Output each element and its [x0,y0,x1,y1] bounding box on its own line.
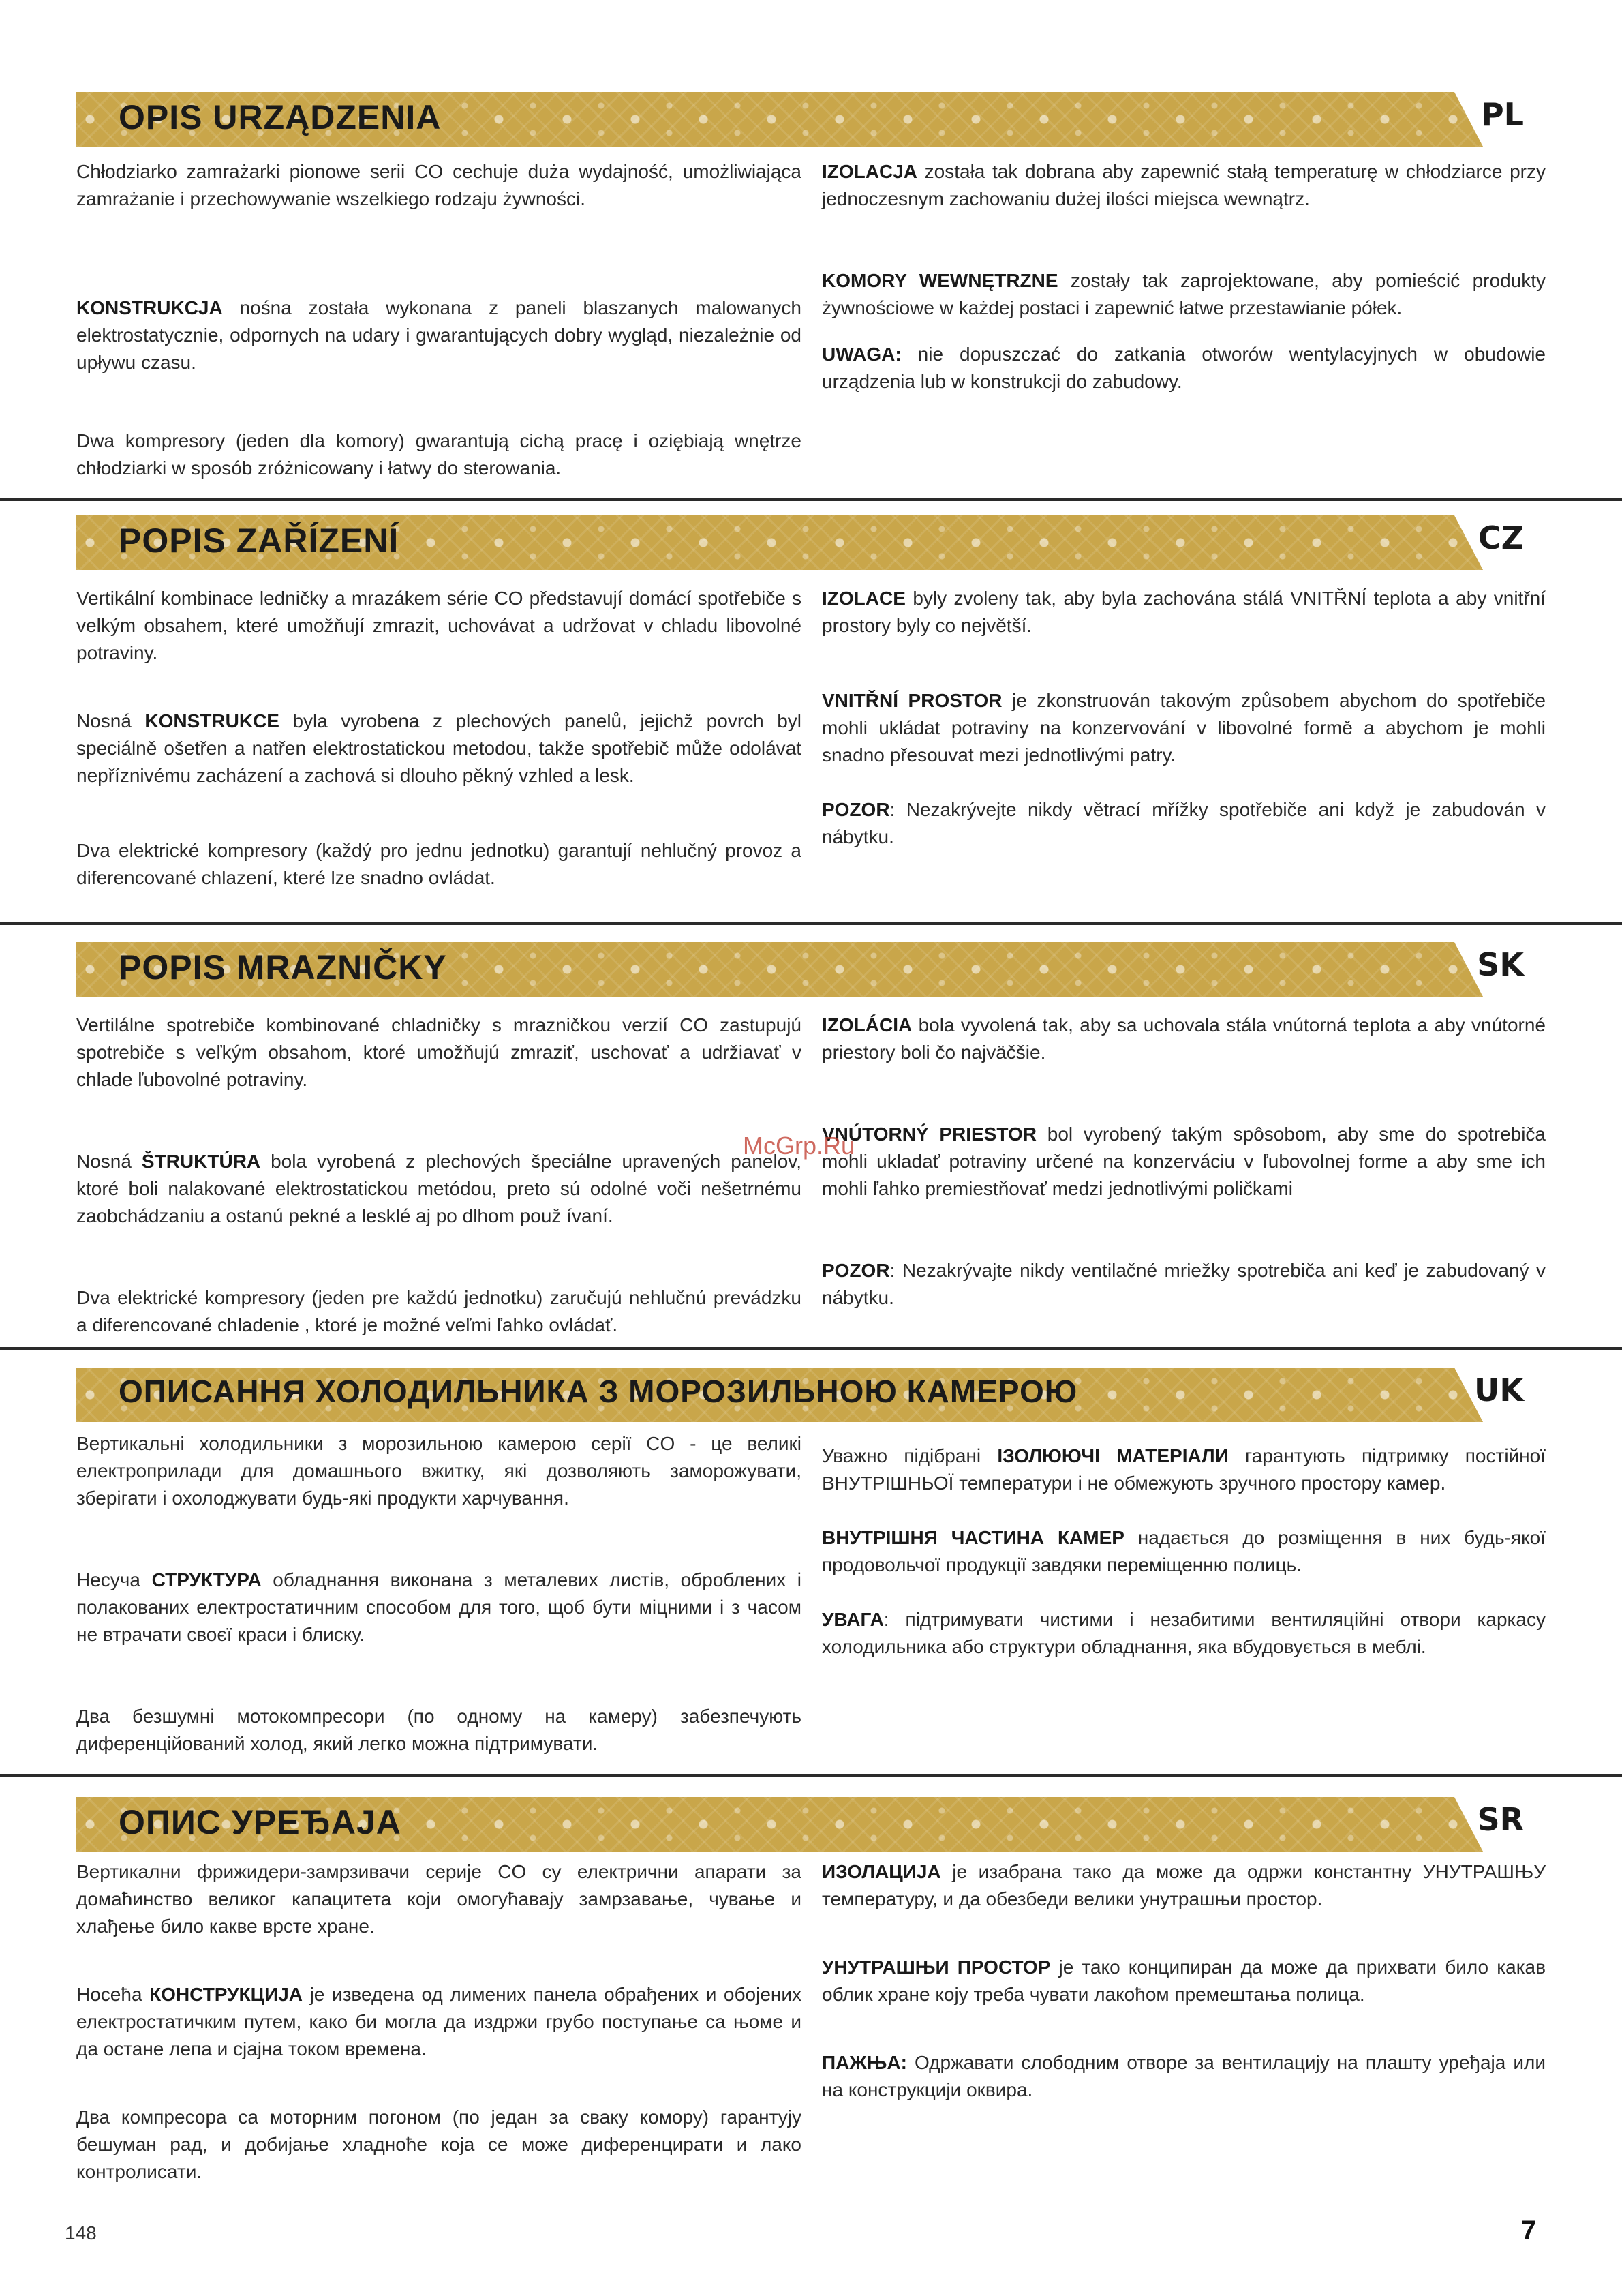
section-title: POPIS ZAŘÍZENÍ [119,522,399,560]
paragraph: УНУТРАШЊИ ПРОСТОР је тако конципиран да може да прихвати било какав облик хране коју треба чувати лакоћом премештања полица. [822,1957,1546,2005]
left-column [76,1858,801,2213]
paragraph: VNITŘNÍ PROSTOR je zkonstruován takovým způsobem abychom do spotřebiče mohli ukládat potraviny na konzervování v libovolné formě a abychom je mohli snadno přesouvat mezi jednotlivými patry. [822,690,1546,766]
keyword: POZOR [822,799,890,820]
keyword: IZOLACE [822,588,906,609]
paragraph: Dwa kompresory (jeden dla komory) gwarantują cichą pracę i oziębiają wnętrze chłodziarki w sposób zróżnicowany i łatwy do sterowania. [76,430,801,479]
language-code: CZ [1478,519,1524,556]
keyword: УНУТРАШЊИ ПРОСТОР [822,1957,1051,1978]
right-column [822,585,1546,878]
paragraph: KONSTRUKCJA nośna została wykonana z paneli blaszanych malowanych elektrostatycznie, odpornych na udary i gwarantujących dobry wygląd, niezależnie od upływu czasu. [76,297,801,373]
section-banner [76,942,1544,997]
keyword: УВАГА [822,1609,884,1630]
paragraph: Носећа КОНСТРУКЦИЈА је изведена од лимених панела обрађених и обојених електростатичким путем, како би могла да издржи грубо поступање са њоме и да остане лепа и сјајна током времена. [76,1984,801,2059]
keyword: KOMORY WEWNĘTRZNE [822,270,1058,291]
paragraph: Dva elektrické kompresory (každý pro jednu jednotku) garantují nehlučný provoz a diferencované chlazení, které lze snadno ovládat. [76,840,801,888]
keyword: ПАЖЊА: [822,2052,907,2073]
paragraph: Вертикални фрижидери-замрзивачи серије CO су електрични апарати за домаћинство великог капацитета који омогућавају замрзавање, чување и хлађење било какве врсте хране. [76,1861,801,1937]
keyword: KONSTRUKCJA [76,297,223,318]
paragraph: KOMORY WEWNĘTRZNE zostały tak zaprojektowane, aby pomieścić produkty żywnościowe w każdej postaci i zapewnić łatwe przestawianie półek. [822,270,1546,318]
left-column [76,1430,801,1785]
section-divider [0,498,1622,501]
keyword: ŠTRUKTÚRA [141,1151,261,1172]
paragraph: Nosná KONSTRUKCE byla vyrobena z plechových panelů, jejichž povrch byl speciálně ošetřen a natřen elektrostatickou metodou, takže spotřebič může odolávat nepříznivému zacházení a zachová si dlouho pěkný vzhled a lesk. [76,710,801,786]
paragraph: Несуча СТРУКТУРА обладнання виконана з металевих листів, оброблених і полакованих електростатичним способом для того, щоб бути міцними і з часом не втрачати своєї краси і блиску. [76,1569,801,1645]
right-column [822,1012,1546,1339]
right-column [822,1858,1546,2131]
paragraph: POZOR: Nezakrývajte nikdy ventilačné mriežky spotrebiča ani keď je zabudovaný v nábytku. [822,1260,1546,1308]
keyword: ВНУТРІШНЯ ЧАСТИНА КАМЕР [822,1527,1124,1548]
section-title: POPIS MRAZNIČKY [119,948,447,986]
paragraph: Chłodziarko zamrażarki pionowe serii CO cechuje duża wydajność, umożliwiająca zamrażanie i przechowywanie wszelkiego rodzaju żywności. [76,161,801,209]
section-divider [0,1774,1622,1777]
section-banner [76,92,1544,147]
left-column [76,1012,801,1366]
language-code: PL [1480,96,1524,133]
paragraph: Dva elektrické kompresory (jeden pre každú jednotku) zaručujú nehlučnú prevádzku a diferencované chladenie , ktoré je možné veľmi ľahko ovládať. [76,1287,801,1335]
paragraph: Два безшумні мотокомпресори (по одному на камеру) забезпечують диференційований холод, який легко можна підтримувати. [76,1706,801,1754]
paragraph: Уважно підібрані ІЗОЛЮЮЧІ МАТЕРІАЛИ гарантують підтримку постійної ВНУТРІШНЬОЇ температури і не обмежують зручного простору камер. [822,1445,1546,1494]
paragraph: ПАЖЊА: Одржавати слободним отворе за вентилацију на плашту уређаја или на конструкцији оквира. [822,2052,1546,2100]
right-column [822,1442,1546,1688]
section-banner [76,1368,1544,1422]
paragraph: ВНУТРІШНЯ ЧАСТИНА КАМЕР надається до розміщення в них будь-якої продовольчої продукції завдяки переміщенню полиць. [822,1527,1546,1575]
section-title: ОПИС УРЕЂАЈА [119,1803,401,1841]
section-title: ОПИСАННЯ ХОЛОДИЛЬНИКА З МОРОЗИЛЬНОЮ КАМЕРОЮ [119,1374,1078,1409]
paragraph: VNÚTORNÝ PRIESTOR bol vyrobený takým spôsobom, aby sme do spotrebiča mohli ukladať potraviny určené na konzerváciu v ľubovolnej forme a aby sme ich mohli ľahko premiestňovať medzi jednotlivými poličkami [822,1123,1546,1199]
left-column [76,158,801,509]
language-code: UK [1474,1372,1524,1408]
paragraph: POZOR: Nezakrývejte nikdy větrací mřížky spotřebiče ani když je zabudován v nábytku. [822,799,1546,847]
page-number-left: 148 [65,2222,97,2244]
left-column [76,585,801,919]
section-title: OPIS URZĄDZENIA [119,98,442,136]
section-banner [76,1797,1544,1852]
section-divider [0,1347,1622,1350]
paragraph: IZOLÁCIA bola vyvolená tak, aby sa uchovala stála vnútorná teplota a aby vnútorné priestory boli čo najväčšie. [822,1014,1546,1063]
page-number-right: 7 [1521,2216,1537,2246]
paragraph: УВАГА: підтримувати чистими і незабитими вентиляційні отвори каркасу холодильника або структури обладнання, яка вбудовується в меблі. [822,1609,1546,1657]
language-code: SR [1477,1801,1524,1838]
keyword: ІЗОЛЮЮЧІ МАТЕРІАЛИ [997,1445,1229,1466]
paragraph: Vertikální kombinace ledničky a mrazákem série CO představují domácí spotřebiče s velkým obsahem, které umožňují zmrazit, uchovávat a udržovat v chladu libovolné potraviny. [76,588,801,663]
keyword: СТРУКТУРА [151,1569,262,1590]
right-column [822,158,1546,423]
paragraph: Вертикальні холодильники з морозильною камерою серії CO - це великі електроприлади для домашнього вжитку, які дозволяють заморожувати, зберігати і охолоджувати будь-які продукти харчування. [76,1433,801,1509]
paragraph: IZOLACJA została tak dobrana aby zapewnić stałą temperaturę w chłodziarce przy jednoczesnym zachowaniu dużej ilości miejsca wewnątrz. [822,161,1546,209]
paragraph: Vertilálne spotrebiče kombinované chladničky s mrazničkou verzií CO zastupujú spotrebiče s veľkým obsahom, ktoré umožňujú zmraziť, uschovať a udržiavať v chlade ľubovolné potraviny. [76,1014,801,1090]
keyword: VNITŘNÍ PROSTOR [822,690,1003,711]
keyword: IZOLACJA [822,161,917,182]
section-divider [0,922,1622,925]
language-code: SK [1477,946,1524,983]
paragraph: UWAGA: nie dopuszczać do zatkania otworów wentylacyjnych w obudowie urządzenia lub w konstrukcji do zabudowy. [822,344,1546,392]
keyword: КОНСТРУКЦИЈА [149,1984,303,2005]
keyword: IZOLÁCIA [822,1014,913,1036]
keyword: POZOR [822,1260,890,1281]
keyword: KONSTRUKCE [144,710,279,731]
keyword: ИЗОЛАЦИЈА [822,1861,941,1882]
keyword: UWAGA: [822,344,902,365]
watermark: McGrp.Ru [743,1132,855,1160]
paragraph: IZOLACE byly zvoleny tak, aby byla zachována stálá VNITŘNÍ teplota a aby vnitřní prostory byly co největší. [822,588,1546,636]
paragraph: Два компресора са моторним погоном (по један за сваку комору) гарантују бешуман рад, и добијање хладноће која се може диференцирати и лако контролисати. [76,2106,801,2182]
keyword: VNÚTORNÝ PRIESTOR [822,1123,1037,1145]
paragraph: Nosná ŠTRUKTÚRA bola vyrobená z plechových špeciálne upravených panelov, ktoré boli nalakované elektrostatickou metódou, preto sú odolné voči nešetrnému zaobchádzaniu a ostanú pekné a lesklé aj po dlhom použ ívaní. [76,1151,801,1226]
paragraph: ИЗОЛАЦИЈА је изабрана тако да може да одржи константну УНУТРАШЊУ температуру, и да обезбеди велики унутрашњи простор. [822,1861,1546,1909]
section-banner [76,515,1544,570]
